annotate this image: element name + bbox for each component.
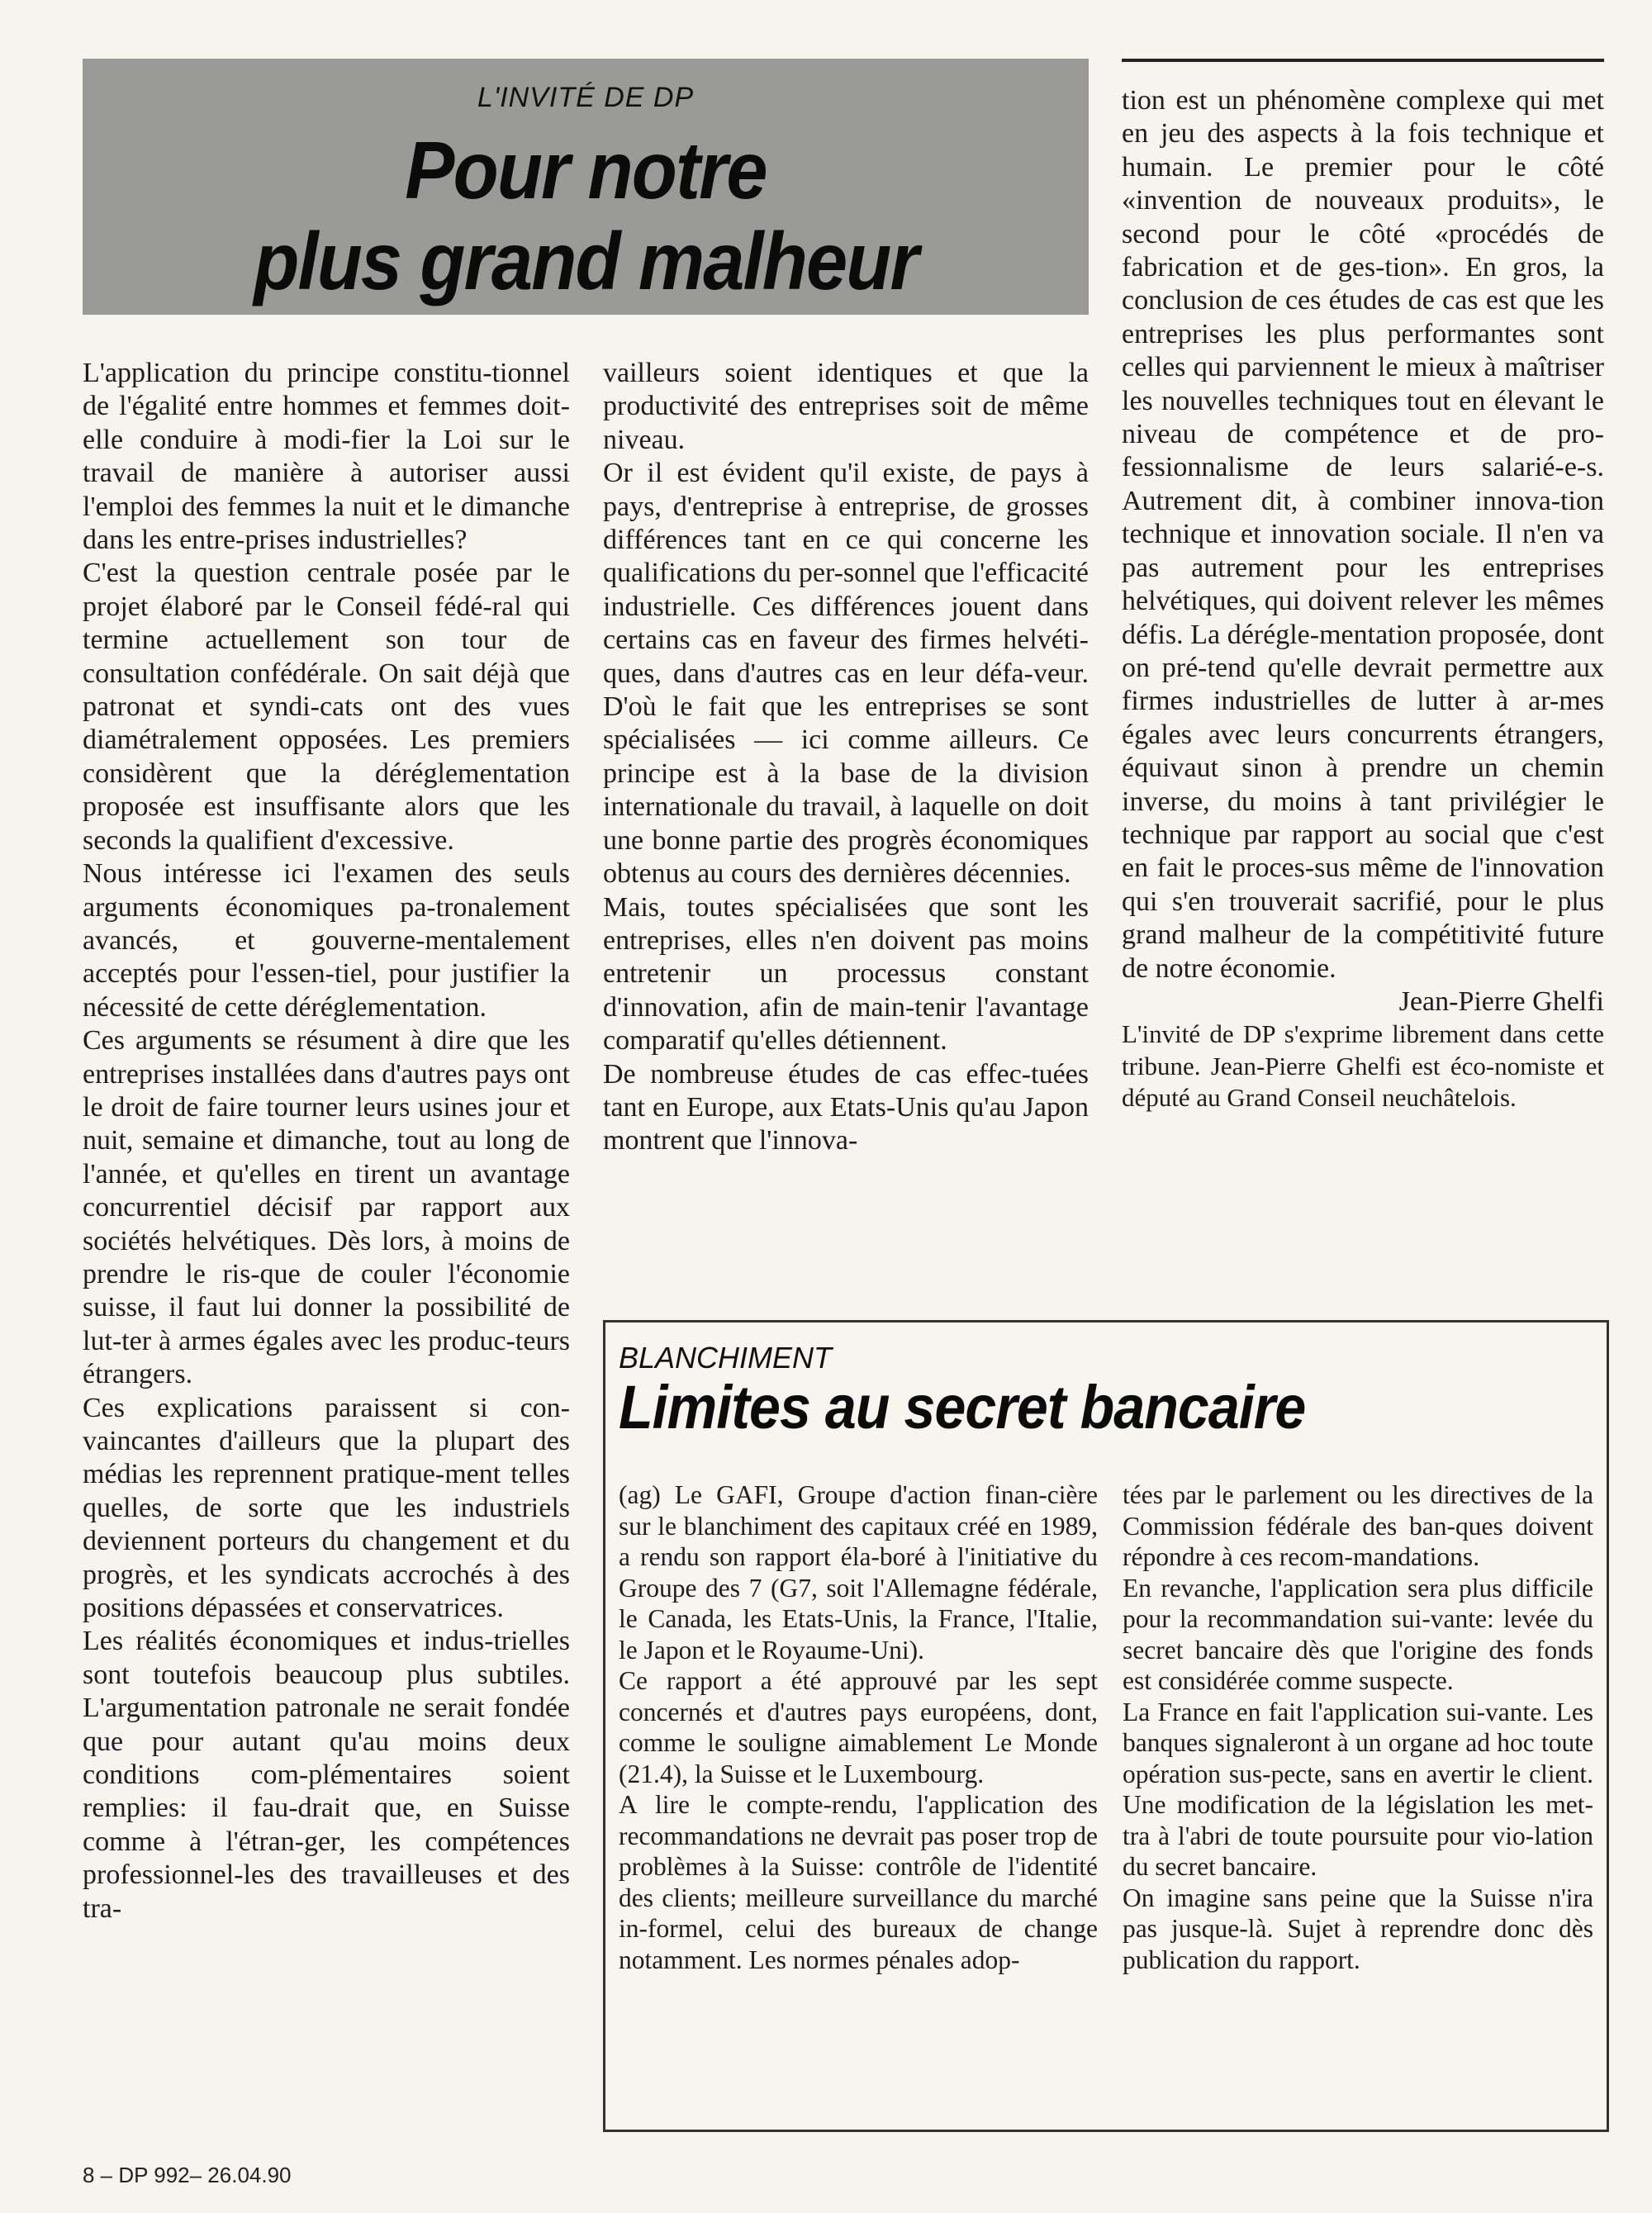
article-column-2 <box>603 357 1089 1158</box>
box-kicker: BLANCHIMENT <box>619 1341 833 1375</box>
section-kicker: L'INVITÉ DE DP <box>477 82 695 113</box>
sidebar-box <box>603 1320 1609 2132</box>
page-folio: 8 – DP 992– 26.04.90 <box>83 2163 292 2187</box>
author-note: L'invité de DP s'exprime librement dans cette tribune. Jean-Pierre Ghelfi est éco-nomiste et député au Grand Conseil neuchâtelois. <box>1122 1019 1604 1113</box>
paragraph: C'est la question centrale posée par le projet élaboré par le Conseil fédé-ral qui termine actuellement son tour de consultation confédérale. On sait déjà que patronat et syndi-cats ont des vues diamétralement opposées. Les premiers considèrent que la déréglementation proposée est insuffisante alors que les seconds la qualifient d'excessive. <box>83 558 570 856</box>
article-column-3 <box>1122 84 1604 1114</box>
headline-line-1: Pour notre <box>405 125 767 216</box>
box-title: Limites au secret bancaire <box>619 1373 1306 1441</box>
paragraph: (ag) Le GAFI, Groupe d'action finan-cière sur le blanchiment des capitaux créé en 1989, a rendu son rapport éla-boré à l'initiative du Groupe des 7 (G7, soit l'Allemagne fédérale, le Canada, les Etats-Unis, la France, l'Italie, le Japon et le Royaume-Uni). <box>619 1480 1098 1664</box>
paragraph: La France en fait l'application sui-vante. Les banques signaleront à un organe ad hoc toute opération sus-pecte, sans en avertir le client. Une modification de la législation les met-tra à l'abri de toute poursuite pour vio-lation du secret bancaire. <box>1123 1697 1593 1881</box>
paragraph: Ces arguments se résument à dire que les entreprises installées dans d'autres pays ont le droit de faire tourner leurs usines jour et nuit, semaine et dimanche, tout au long de l'année, et qu'elles en tirent un avantage concurrentiel décisif par rapport aux sociétés helvétiques. Dès lors, à moins de prendre le ris-que de couler l'économie suisse, il faut lui donner la possibilité de lut-ter à armes égales avec les produc-teurs étrangers. <box>83 1025 570 1390</box>
box-column-2 <box>1123 1479 1593 1975</box>
paragraph: Nous intéresse ici l'examen des seuls arguments économiques pa-tronalement avancés, et gouverne-mentalement acceptés pour l'essen-tiel, pour justifier la nécessité de cette déréglementation. <box>83 858 570 1023</box>
article-column-1 <box>83 357 570 1926</box>
paragraph: tion est un phénomène complexe qui met en jeu des aspects à la fois technique et humain. Le premier pour le côté «invention de nouveaux produits», le second pour le côté «procédés de fabrication et de ges-tion». En gros, la conclusion de ces études de cas est que les entreprises les plus performantes sont celles qui parviennent le mieux à maîtriser les nouvelles techniques tout en élevant le niveau de compétence et de pro-fessionnalisme de leurs salarié-e-s. Autrement dit, à combiner innova-tion technique et innovation sociale. Il n'en va pas autrement pour les entreprises helvétiques, qui doivent relever les mêmes défis. La dérégle-mentation proposée, dont on pré-tend qu'elle devrait permettre aux firmes industrielles de lutter à ar-mes égales avec leurs concurrents étrangers, équivaut sinon à prendre un chemin inverse, du moins à tant privilégier le technique par rapport au social que c'est en fait le proces-sus même de l'innovation qui s'en trouverait sacrifié, pour le plus grand malheur de la compétitivité future de notre économie. <box>1122 85 1604 984</box>
paragraph: tées par le parlement ou les directives de la Commission fédérale des ban-ques doivent répondre à ces recom-mandations. <box>1123 1480 1593 1571</box>
paragraph: vailleurs soient identiques et que la productivité des entreprises soit de même niveau. <box>603 358 1089 455</box>
paragraph: On imagine sans peine que la Suisse n'ira pas jusque-là. Sujet à reprendre donc dès publication du rapport. <box>1123 1883 1593 1974</box>
paragraph: Mais, toutes spécialisées que sont les entreprises, elles n'en doivent pas moins entretenir un processus constant d'innovation, afin de main-tenir l'avantage comparatif qu'elles détiennent. <box>603 891 1089 1057</box>
box-column-1 <box>619 1479 1098 1975</box>
paragraph: A lire le compte-rendu, l'application des recommandations ne devrait pas poser trop de problèmes à la Suisse: contrôle de l'identité des clients; meilleure surveillance du marché in-formel, celui des bureaux de change notamment. Les normes pénales adop- <box>619 1790 1098 1974</box>
paragraph: Ce rapport a été approuvé par les sept concernés et d'autres pays européens, dont, comme le souligne aimablement Le Monde (21.4), la Suisse et le Luxembourg. <box>619 1666 1098 1788</box>
author-signature: Jean-Pierre Ghelfi <box>1398 985 1604 1017</box>
top-rule <box>1122 59 1604 62</box>
header-banner <box>83 59 1089 315</box>
paragraph: Les réalités économiques et indus-trielles sont toutefois beaucoup plus subtiles. L'argumentation patronale ne serait fondée que pour autant qu'au moins deux conditions com-plémentaires soient remplies: il fau-drait que, en Suisse comme à l'étran-ger, les compétences professionnel-les des travailleuses et des tra- <box>83 1626 570 1924</box>
paragraph: L'application du principe constitu-tionnel de l'égalité entre hommes et femmes doit-elle conduire à modi-fier la Loi sur le travail de manière à autoriser aussi l'emploi des femmes la nuit et le dimanche dans les entre-prises industrielles? <box>83 358 570 556</box>
paragraph: Ces explications paraissent si con-vaincantes d'ailleurs que la plupart des médias les reprennent pratique-ment telles quelles, de sorte que les industriels deviennent porteurs du changement et du progrès, et les syndicats accrochés à des positions dépassées et conservatrices. <box>83 1392 570 1624</box>
paragraph: De nombreuse études de cas effec-tuées tant en Europe, aux Etats-Unis qu'au Japon montrent que l'innova- <box>603 1058 1089 1156</box>
headline-line-2: plus grand malheur <box>254 216 918 306</box>
paragraph: En revanche, l'application sera plus difficile pour la recommandation sui-vante: levée du secret bancaire dès que l'origine des fonds est considérée comme suspecte. <box>1123 1573 1593 1695</box>
paragraph: Or il est évident qu'il existe, de pays à pays, d'entreprise à entreprise, de grosses différences tant en ce qui concerne les qualifications du per-sonnel que l'efficacité industrielle. Ces différences jouent dans certains cas en faveur des firmes helvéti-ques, dans d'autres cas en leur défa-veur. D'où le fait que les entreprises se sont spécialisées — ici comme ailleurs. Ce principe est à la base de la division internationale du travail, à laquelle on doit une bonne partie des progrès économiques obtenus au cours des dernières décennies. <box>603 458 1089 890</box>
